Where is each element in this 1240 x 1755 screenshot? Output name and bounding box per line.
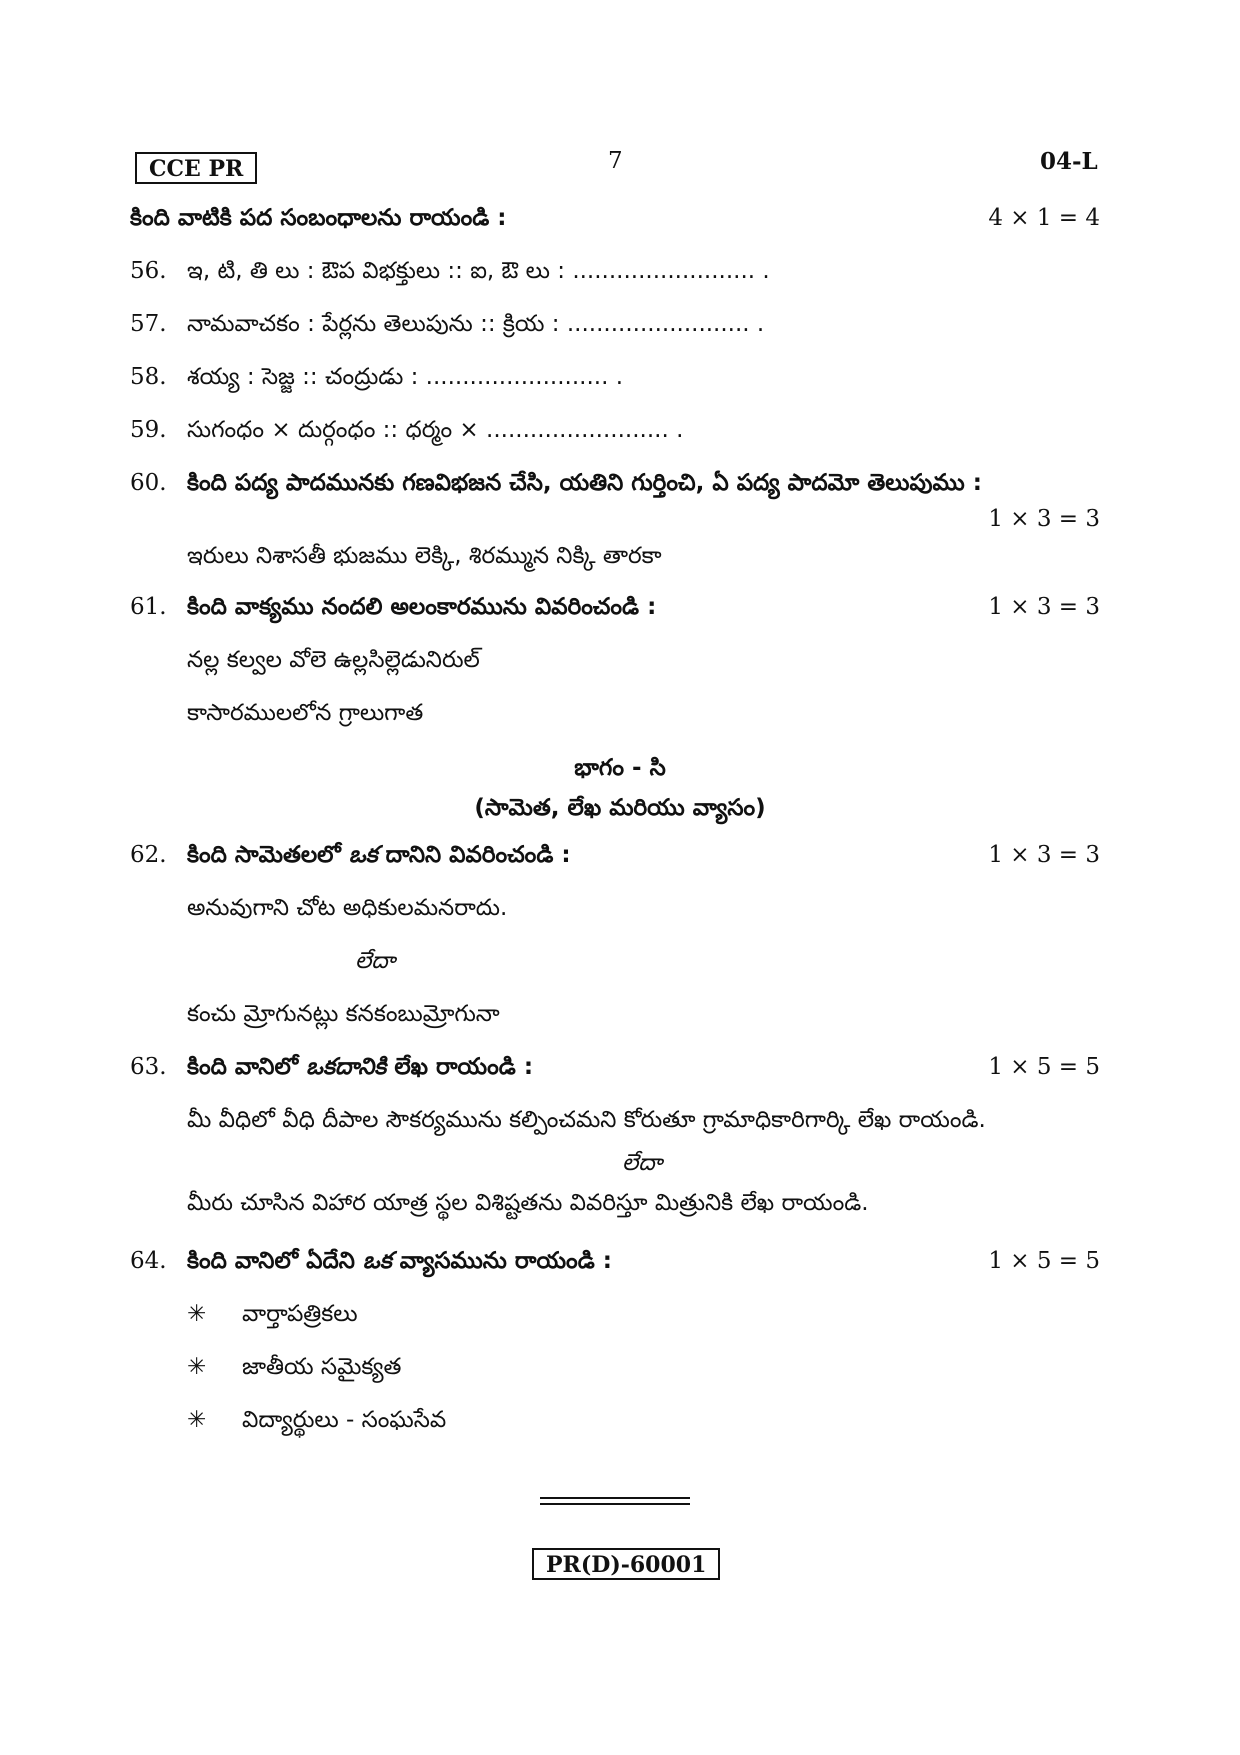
question-marks: 1 × 5 = 5 bbox=[988, 1054, 1100, 1080]
paper-subject-code: 04-L bbox=[1040, 148, 1098, 175]
letter-option: మీరు చూసిన విహార యాత్ర స్థల విశిష్టతను వివరిస్తూ మిత్రునికి లేఖ రాయండి. bbox=[187, 1190, 869, 1216]
verse-line: నల్ల కల్వల వోలె ఉల్లసిల్లెడునిరుల్ bbox=[187, 647, 480, 673]
or-separator: లేదా bbox=[622, 1150, 663, 1176]
question-marks: 1 × 3 = 3 bbox=[988, 594, 1100, 620]
question-number: 56. bbox=[130, 258, 167, 284]
question-text: కింది వానిలో ఏదేని ఒక వ్యాసమును రాయండి : bbox=[187, 1248, 612, 1274]
list-item: ✳ జాతీయ సమైక్యత bbox=[187, 1354, 402, 1380]
proverb-option: అనువుగాని చోట అధికులమనరాదు. bbox=[187, 895, 508, 921]
question-number: 64. bbox=[130, 1248, 167, 1274]
question-number: 59. bbox=[130, 417, 167, 443]
question-text: కింది వానిలో ఒకదానికి లేఖ రాయండి : bbox=[187, 1054, 534, 1080]
or-separator: లేదా bbox=[355, 948, 396, 974]
end-rule bbox=[540, 1503, 690, 1505]
page-number: 7 bbox=[608, 148, 623, 174]
section-marks: 4 × 1 = 4 bbox=[988, 205, 1100, 231]
emphasis: ఒక bbox=[348, 842, 378, 868]
question-number: 57. bbox=[130, 311, 167, 337]
question-number: 62. bbox=[130, 842, 167, 868]
end-rule bbox=[540, 1497, 690, 1499]
verse-line: కాసారములలోన గ్రాలుగాత bbox=[187, 700, 424, 726]
verse-line: ఇరులు నిశాసతీ భుజము లెక్కి, శిరమ్మున నిక్కి తారకా bbox=[187, 543, 662, 569]
asterisk-bullet-icon: ✳ bbox=[187, 1301, 207, 1327]
question-text: కింది వాక్యము నందలి అలంకారమును వివరించండి : bbox=[187, 594, 657, 620]
question-text: సుగంధం × దుర్గంధం :: ధర్మం × ......................... . bbox=[187, 417, 684, 443]
footer-code-box: PR(D)-60001 bbox=[532, 1548, 720, 1580]
part-title: భాగం - సి bbox=[574, 755, 666, 781]
list-item: ✳ వార్తాపత్రికలు bbox=[187, 1301, 358, 1327]
question-number: 60. bbox=[130, 470, 167, 496]
question-number: 58. bbox=[130, 364, 167, 390]
letter-option: మీ వీధిలో వీధి దీపాల సౌకర్యమును కల్పించమని కోరుతూ గ్రామాధికారిగార్కి లేఖ రాయండి. bbox=[187, 1107, 986, 1133]
list-item: ✳ విద్యార్థులు - సంఘసేవ bbox=[187, 1407, 447, 1433]
asterisk-bullet-icon: ✳ bbox=[187, 1354, 207, 1380]
part-subtitle: (సామెత, లేఖ మరియు వ్యాసం) bbox=[474, 795, 766, 821]
section-instruction: కింది వాటికి పద సంబంధాలను రాయండి : bbox=[130, 205, 507, 231]
paper-code-box: CCE PR bbox=[135, 152, 257, 184]
question-text: కింది పద్య పాదమునకు గణవిభజన చేసి, యతిని గుర్తించి, ఏ పద్య పాదమో తెలుపుము : bbox=[187, 470, 982, 496]
emphasis: ఒక bbox=[362, 1248, 392, 1274]
question-number: 61. bbox=[130, 594, 167, 620]
question-number: 63. bbox=[130, 1054, 167, 1080]
question-text: కింది సామెతలలో ఒక దానిని వివరించండి : bbox=[187, 842, 571, 868]
question-marks: 1 × 5 = 5 bbox=[988, 1248, 1100, 1274]
emphasis: ఒకదానికి bbox=[306, 1054, 387, 1080]
question-text: శయ్య : సెజ్జ :: చంద్రుడు : ......................... . bbox=[187, 364, 624, 390]
proverb-option: కంచు మ్రోగునట్లు కనకంబుమ్రోగునా bbox=[187, 1001, 500, 1027]
question-marks: 1 × 3 = 3 bbox=[988, 506, 1100, 532]
asterisk-bullet-icon: ✳ bbox=[187, 1407, 207, 1433]
question-text: నామవాచకం : పేర్లను తెలుపును :: క్రియ : ......................... . bbox=[187, 311, 765, 337]
question-marks: 1 × 3 = 3 bbox=[988, 842, 1100, 868]
question-text: ఇ, టి, తి లు : ఔప విభక్తులు :: ఐ, ఔ లు : ......................... . bbox=[187, 258, 770, 284]
